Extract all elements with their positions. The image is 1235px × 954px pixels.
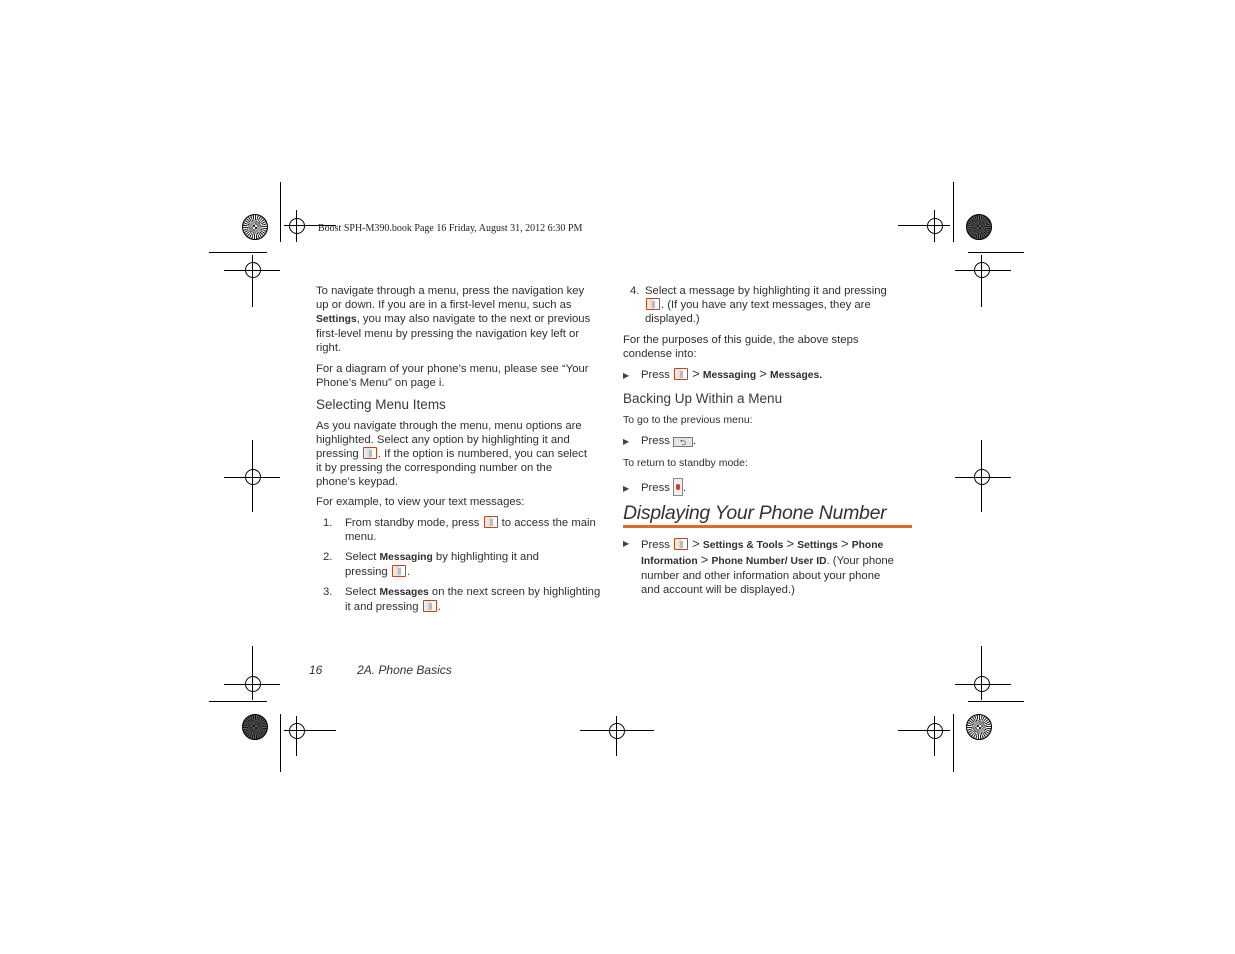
crop-line (252, 646, 253, 700)
phone-number-term: Phone Number/ User ID (711, 556, 827, 567)
registration-target-icon (242, 214, 268, 240)
crop-line (955, 684, 1011, 685)
list-item (323, 550, 611, 579)
text-line (630, 284, 915, 298)
section-name: 2A. Phone Basics (357, 663, 452, 677)
list-item (623, 284, 915, 326)
paragraph-example: For example, to view your text messages: (316, 496, 525, 508)
text-line: it by pressing the corresponding number on the (316, 462, 553, 474)
title-rule (623, 525, 912, 528)
information-term: Information (641, 556, 698, 567)
text-line: menu. (345, 531, 377, 543)
text-span: Select a message by highlighting it and pressing (645, 285, 887, 297)
text-line: phone’s keypad. (316, 476, 399, 488)
text-line: up or down. If you are in a first-level menu, such as (316, 299, 572, 311)
text-span: Press (641, 482, 670, 494)
paragraph-navigation (316, 284, 611, 355)
print-slug: Boost SPH-M390.book Page 16 Friday, August 31, 2012 6:30 PM (318, 223, 583, 234)
crop-line (953, 182, 954, 242)
ok-key-icon (423, 600, 437, 612)
crop-line (252, 255, 253, 307)
text-span: Select (345, 586, 377, 598)
crop-line (955, 270, 1011, 271)
text-line (316, 312, 611, 327)
bullet-triangle-icon: ▶ (623, 539, 630, 548)
crop-line (981, 255, 982, 307)
page-number: 16 (309, 663, 323, 677)
ok-key-icon (363, 447, 377, 459)
text-span: Press (641, 435, 670, 447)
page-footer (309, 663, 452, 677)
text-line (323, 550, 611, 565)
end-key-icon (673, 478, 683, 496)
text-span: pressing (316, 448, 359, 460)
instruction-text: To go to the previous menu: (623, 414, 753, 426)
crop-line (934, 210, 935, 242)
registration-target-icon (242, 714, 268, 740)
text-line: For a diagram of your phone’s menu, please see “Your (316, 363, 589, 375)
text-line (323, 565, 611, 579)
crosshair-icon (289, 218, 305, 234)
crosshair-icon (609, 723, 625, 739)
text-span: . (Your phone (826, 555, 894, 567)
text-line (630, 298, 915, 312)
messaging-term: Messaging (379, 552, 433, 563)
instruction-text: To return to standby mode: (623, 457, 748, 469)
crop-line (280, 714, 281, 772)
crop-line (955, 477, 1011, 478)
text-line: For the purposes of this guide, the above steps (623, 334, 859, 346)
text-span: . (406, 566, 410, 578)
crop-line (968, 701, 1024, 702)
crop-line (953, 714, 954, 772)
messages-term: Messages (379, 587, 429, 598)
paragraph-diagram-ref (316, 362, 611, 390)
menu-key-icon (484, 516, 498, 528)
text-line: and account will be displayed.) (641, 584, 795, 596)
crop-line (296, 210, 297, 242)
crop-line (296, 716, 297, 756)
step-number: 3. (323, 586, 333, 598)
back-key-icon: ⮌ (673, 437, 693, 447)
text-span: . (683, 482, 687, 494)
menu-key-icon (674, 538, 688, 550)
bullet-item (623, 434, 915, 449)
separator: > (692, 536, 700, 551)
crop-line (968, 252, 1024, 253)
text-span: on the next screen by highlighting (431, 586, 601, 598)
ok-key-icon (392, 565, 406, 577)
separator: > (692, 366, 700, 381)
text-span: Select (345, 551, 377, 563)
step-number: 2. (323, 551, 333, 563)
crop-line (280, 182, 281, 242)
text-line: right. (316, 342, 342, 354)
text-span: , you may also navigate to the next or previous (356, 313, 591, 325)
step-number: 4. (630, 285, 640, 297)
list-item (323, 585, 611, 614)
text-span: . If the option is numbered, you can select (377, 448, 587, 460)
crop-line (934, 716, 935, 756)
text-span: . (693, 435, 697, 447)
separator: > (700, 552, 709, 567)
bullet-item (623, 478, 915, 496)
text-span: Press (641, 539, 670, 551)
text-line (641, 537, 909, 553)
text-line: number and other information about your phone (641, 570, 881, 582)
crosshair-icon (927, 723, 943, 739)
crosshair-icon (927, 218, 943, 234)
bullet-item (623, 537, 915, 597)
bullet-triangle-icon: ▶ (623, 371, 630, 380)
text-line (316, 447, 611, 461)
text-line: condense into: (623, 348, 697, 360)
text-span: pressing (345, 566, 388, 578)
section-subheading: Selecting Menu Items (316, 397, 446, 412)
text-line: displayed.) (645, 313, 700, 325)
crosshair-icon (289, 723, 305, 739)
crop-line (224, 477, 280, 478)
text-line (323, 516, 611, 530)
menu-key-icon (674, 368, 688, 380)
paragraph-condense (623, 333, 915, 361)
text-span: by highlighting it and (435, 551, 539, 563)
list-item (323, 516, 611, 544)
steps-list (316, 516, 611, 614)
text-span: it and pressing (345, 601, 419, 613)
crop-line (252, 440, 253, 512)
ok-key-icon (646, 298, 660, 310)
crop-line (981, 440, 982, 512)
text-span: . (If you have any text messages, they are (661, 299, 871, 311)
text-line: As you navigate through the menu, menu options are (316, 420, 582, 432)
settings-tools-term: Settings & Tools (702, 540, 784, 551)
text-span: . (437, 601, 441, 613)
crop-line (209, 701, 267, 702)
page-title: Displaying Your Phone Number (623, 502, 887, 524)
separator: > (841, 536, 849, 551)
bullet-triangle-icon: ▶ (623, 484, 630, 493)
text-line: first-level menu by pressing the navigation key left or (316, 328, 580, 340)
phone-term: Phone (851, 540, 884, 551)
crop-line (981, 646, 982, 700)
paragraph-selecting (316, 419, 611, 489)
text-span: From standby mode, press (345, 517, 480, 529)
bullet-text (641, 537, 909, 597)
text-line: Phone’s Menu” on page i. (316, 377, 445, 389)
text-line (323, 600, 611, 614)
bullet-item (623, 367, 915, 383)
separator: > (786, 536, 795, 551)
step-number: 1. (323, 517, 333, 529)
text-line (641, 553, 909, 569)
text-span: to access the main (501, 517, 596, 529)
registration-target-icon (966, 714, 992, 740)
text-line: highlighted. Select any option by highlighting it and (316, 434, 570, 446)
crop-line (224, 270, 280, 271)
text-line: To navigate through a menu, press the navigation key (316, 285, 585, 297)
settings-term: Settings (316, 314, 357, 325)
left-column (316, 284, 611, 614)
text-line (323, 585, 611, 600)
section-subheading: Backing Up Within a Menu (623, 391, 783, 406)
text-span: Press (641, 369, 670, 381)
messages-term: Messages. (770, 370, 823, 381)
crop-line (616, 716, 617, 756)
right-column (623, 284, 915, 597)
bullet-triangle-icon: ▶ (623, 437, 630, 446)
settings-term: Settings (797, 540, 838, 551)
crop-line (580, 730, 654, 731)
crop-line (209, 252, 267, 253)
separator: > (759, 366, 767, 381)
registration-target-icon (966, 214, 992, 240)
crop-line (224, 684, 280, 685)
messaging-term: Messaging (702, 370, 757, 381)
